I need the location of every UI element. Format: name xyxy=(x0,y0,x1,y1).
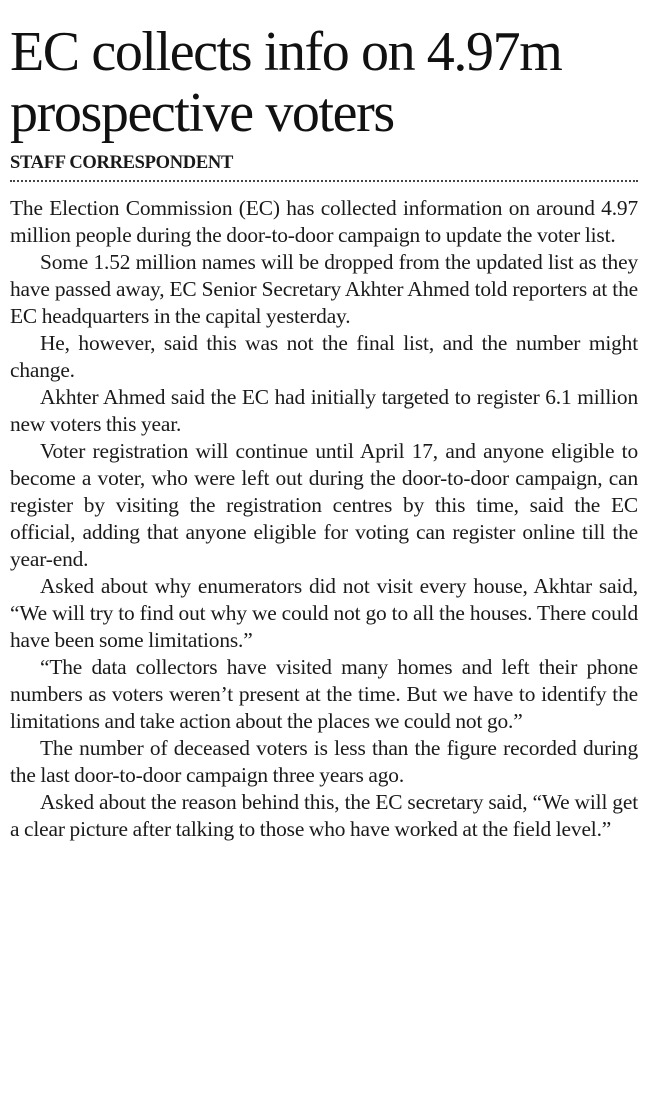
paragraph: Akhter Ahmed said the EC had initially targeted to register 6.1 million new voters this year. xyxy=(10,385,638,436)
paragraph: He, however, said this was not the final list, and the number might change. xyxy=(10,331,638,382)
paragraph: Asked about why enumerators did not visit every house, Akhtar said, “We will try to find out why we could not go to all the houses. There could have been some limitations.” xyxy=(10,574,638,652)
news-article xyxy=(10,22,638,843)
byline: STAFF CORRESPONDENT xyxy=(10,153,234,173)
paragraph: Some 1.52 million names will be dropped from the updated list as they have passed away, EC Senior Secretary Akhter Ahmed told reporters at the EC headquarters in the capital yesterday. xyxy=(10,250,638,328)
paragraph: “The data collectors have visited many homes and left their phone numbers as voters weren’t present at the time. But we have to identify the limitations and take action about the places we could not go.” xyxy=(10,655,638,733)
paragraph: Voter registration will continue until April 17, and anyone eligible to become a voter, who were left out during the door-to-door campaign, can register by visiting the registration centres by this time, said the EC official, adding that anyone eligible for voting can register online till the year-end. xyxy=(10,439,638,571)
dotted-divider xyxy=(10,180,638,182)
paragraph: Asked about the reason behind this, the EC secretary said, “We will get a clear picture after talking to those who have worked at the field level.” xyxy=(10,790,638,841)
paragraph: The Election Commission (EC) has collected information on around 4.97 million people during the door-to-door campaign to update the voter list. xyxy=(10,196,638,247)
headline: EC collects info on 4.97m prospective voters xyxy=(10,21,562,144)
paragraph: The number of deceased voters is less than the figure recorded during the last door-to-door campaign three years ago. xyxy=(10,736,638,787)
article-body xyxy=(10,195,638,843)
